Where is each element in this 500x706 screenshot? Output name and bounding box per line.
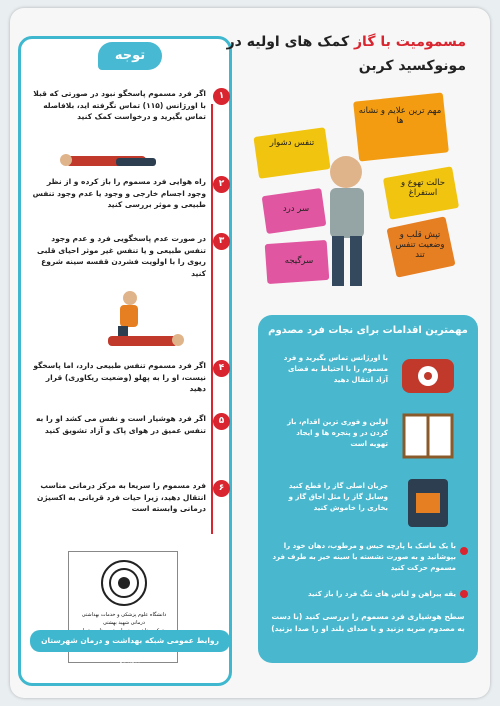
main-signs-label: مهم ترین علایم و نشانه ها (358, 106, 442, 126)
step-1 (30, 88, 225, 123)
step-2-number: ۲ (213, 176, 230, 193)
step-5 (30, 413, 225, 436)
rescue-actions-card (258, 315, 478, 663)
poster (10, 8, 490, 698)
rescue-action-4: با یک ماسک یا پارچه خیس و مرطوب، دهان خود را بپوشانید و به صورت نشسته یا سینه خیز به طرف فرد مسموم حرکت کنید (272, 542, 456, 572)
step-3-text: در صورت عدم پاسخگویی فرد و عدم وجود تنفس طبیعی و یا تنفس غیر موثر احیای قلبی ریوی را با اولویت فشردن قفسه سینه شروع کنید (37, 234, 206, 278)
sign-difficult-breathing: تنفس دشوار (269, 138, 315, 148)
step-6-number: ۶ (213, 480, 230, 497)
logo-emblem-icon (99, 558, 149, 608)
rescue-action-2: اولین و فوری ترین اقدام، باز کردن در و پنجره ها و ایجاد تهویه است (287, 418, 388, 448)
step-4 (30, 360, 225, 395)
step-4-text: اگر فرد مسموم تنفس طبیعی دارد، اما پاسخگو نیست، او را به پهلو (وضعیت ریکاوری) قرار دهید (33, 361, 206, 393)
window-icon (398, 411, 458, 461)
title-highlight: مسمومیت با گاز (354, 34, 466, 50)
step-1-text: اگر فرد مسموم پاسخگو نبود در صورتی که قبلا با اورژانس (۱۱۵) تماس نگرفته اید، بلافاصله تماس بگیرید و درخواست کمک کنید (33, 89, 206, 121)
step-4-number: ۴ (213, 360, 230, 377)
sign-palpitation: تپش قلب و وضعیت تنفس تند (395, 230, 445, 260)
step-2-text: راه هوایی فرد مسموم را باز کرده و از نظر وجود اجسام خارجی و وجود یا عدم وجود تنفس طبیعی و موثر بررسی کنید (32, 177, 206, 209)
steps-divider-line (211, 104, 213, 534)
poster-title-line-2: مونوکسید کربن (358, 58, 466, 74)
step-6 (30, 480, 225, 515)
logo-line-1: دانشگاه علوم پزشکی و خدمات بهداشتی (81, 612, 167, 618)
bullet-icon (460, 590, 468, 598)
logo-line-2: درمانی شهید بهشتی (102, 620, 146, 626)
cpr-figure (68, 290, 188, 356)
sign-nausea: حالت تهوع و استفراغ (400, 178, 446, 198)
notice-tag: توجه (98, 42, 162, 70)
lying-person-figure (56, 146, 176, 174)
step-5-text: اگر فرد هوشیار است و نفس می کشد او را به تنفس عمیق در هوای پاک و آزاد تشویق کنید (35, 414, 206, 435)
gas-heater-icon (398, 475, 458, 531)
telephone-icon (398, 351, 458, 397)
title-text: کمک های اولیه در (226, 34, 350, 50)
public-relations-footer: روابط عمومی شبکه بهداشت و درمان شهرستان پیشوا (30, 630, 230, 652)
step-6-text: فرد مسموم را سریعا به مرکز درمانی مناسب انتقال دهید، زیرا حیات فرد قربانی به اکسیژن درمانی وابسته است (36, 481, 206, 513)
bullet-icon (460, 547, 468, 555)
sign-dizziness: سرگیجه (284, 256, 314, 266)
step-2 (30, 176, 225, 211)
rescue-action-final: سطح هوشیاری فرد مسموم را بررسی کنید (با دست به مصدوم ضربه بزنید و با صدای بلند او را صدا بزنید) (271, 612, 465, 633)
step-3 (30, 233, 225, 279)
sign-headache: سر درد (282, 204, 310, 214)
rescue-actions-title: مهمترین اقدامات برای نجات فرد مصدوم (268, 325, 468, 336)
rescue-action-5: یقه پیراهن و لباس های تنگ فرد را باز کنید (308, 590, 456, 598)
rescue-action-3: جریان اصلی گاز را قطع کنید وسایل گاز را مثل اجاق گاز و بخاری را خاموش کنید (288, 482, 388, 512)
step-1-number: ۱ (213, 88, 230, 105)
step-5-number: ۵ (213, 413, 230, 430)
step-3-number: ۳ (213, 233, 230, 250)
rescue-action-1: با اورژانس تماس بگیرید و فرد مسموم را با احتیاط به فضای آزاد انتقال دهید (283, 354, 388, 384)
poster-title-line-1 (227, 34, 466, 50)
